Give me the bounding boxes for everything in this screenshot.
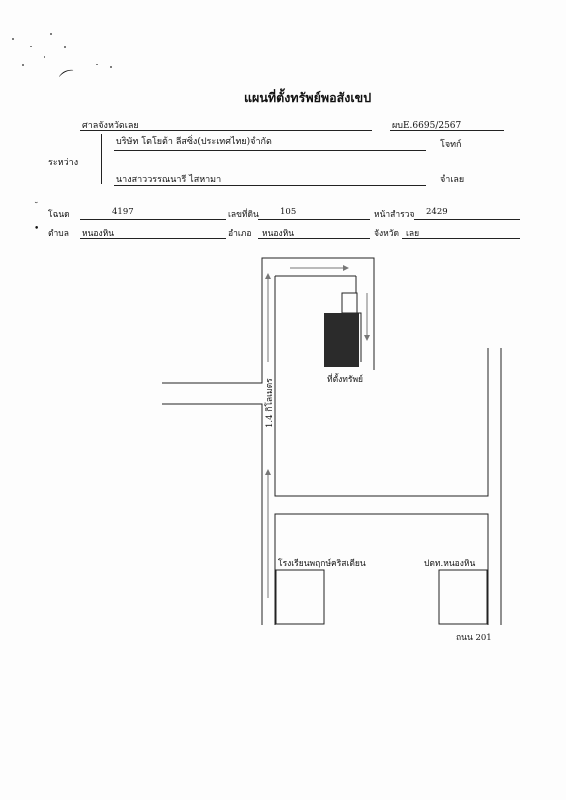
subdistrict-value: หนองหิน bbox=[82, 229, 115, 239]
province-value: เลย bbox=[406, 229, 420, 239]
defendant-name: นางสาววรรณนารี ไสหามา bbox=[116, 175, 222, 185]
subdistrict-label: ตำบล bbox=[48, 229, 69, 239]
page-title: แผนที่ตั้งทรัพย์พอสังเขป bbox=[244, 90, 372, 105]
between-label: ระหว่าง bbox=[48, 158, 79, 168]
property-label: ที่ตั้งทรัพย์ bbox=[327, 375, 364, 385]
parcel-label: เลขที่ดิน bbox=[228, 210, 259, 220]
station-building bbox=[439, 570, 487, 624]
margin-mark: • bbox=[34, 224, 40, 234]
survey-number: 2429 bbox=[426, 207, 448, 217]
property-building bbox=[324, 313, 359, 367]
distance-label: 1.4 กิโลเมตร bbox=[265, 378, 275, 428]
district-label: อำเภอ bbox=[228, 229, 252, 239]
plaintiff-name: บริษัท โตโยต้า ลีสซิ่ง(ประเทศไทย)จำกัด bbox=[116, 137, 272, 147]
school-label: โรงเรียนพฤกษ์คริสเตียน bbox=[278, 559, 366, 569]
deed-number: 4197 bbox=[112, 207, 134, 217]
case-number: ผบE.6695/2567 bbox=[392, 121, 462, 131]
road-label: ถนน 201 bbox=[456, 633, 492, 643]
margin-mark: ˘ bbox=[34, 202, 39, 212]
station-label: ปตท.หนองหิน bbox=[424, 559, 476, 569]
parcel-number: 105 bbox=[280, 207, 297, 217]
road-left-edge bbox=[162, 404, 262, 625]
province-label: จังหวัด bbox=[374, 229, 400, 239]
court-label: ศาลจังหวัดเลย bbox=[82, 121, 139, 131]
district-value: หนองหิน bbox=[262, 229, 295, 239]
survey-label: หน้าสำรวจ bbox=[374, 210, 415, 220]
small-building bbox=[342, 293, 357, 313]
defendant-role: จำเลย bbox=[440, 175, 465, 185]
property-block bbox=[275, 276, 488, 496]
school-building bbox=[276, 570, 324, 624]
plaintiff-role: โจทก์ bbox=[440, 140, 462, 150]
deed-label: โฉนด bbox=[48, 210, 70, 220]
scan-mark: ⌒ bbox=[57, 66, 80, 91]
